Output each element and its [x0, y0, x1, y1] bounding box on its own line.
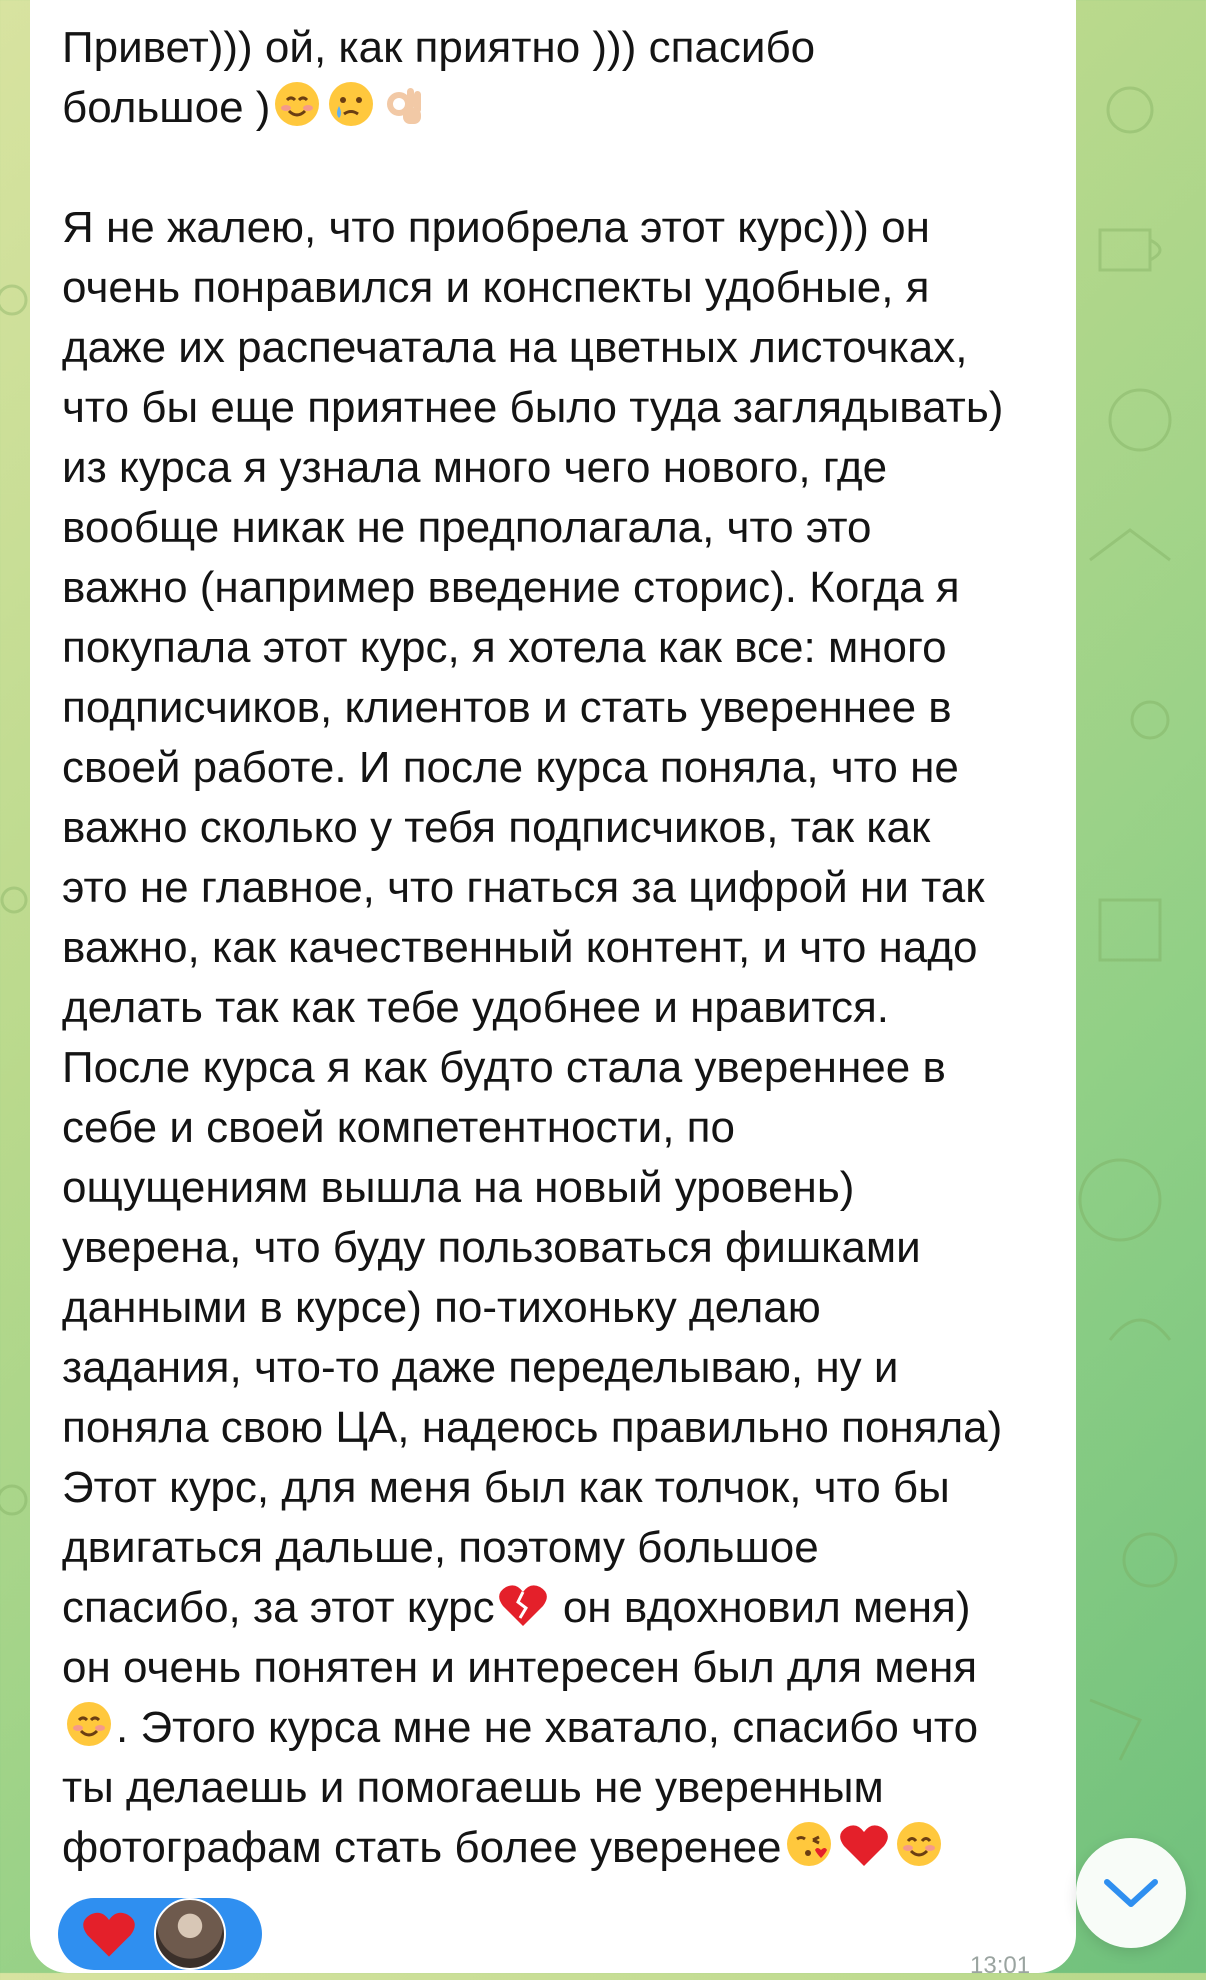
smiling-eyes-face-icon — [895, 1820, 943, 1868]
message-text — [62, 18, 1046, 1878]
message-line-last — [62, 1818, 1046, 1878]
smiling-face-icon — [273, 80, 321, 128]
message-line-smile — [62, 1698, 1046, 1758]
message-body: Я не жалею, что приобрела этот курс))) он очень понравился и конспекты удобные, я даже их распечатала на цветных листочках, что бы еще приятнее было туда заглядывать) из курса я узнала много чего нового, где вообще никак не предполагала, что это важно (например введение сторис). Когда я покупала этот курс, я хотела как все: много подписчиков, клиентов и стать увереннее в своей работе. И после курса поняла, что не важно сколько у тебя подписчиков, так как это не главное, что гнаться за цифрой ни так важно, как качественный контент, и что надо делать так как тебе удобнее и нравится. После курса я как будто стала увереннее в себе и своей компетентности, по ощущениям вышла на новый уровень) уверена, что буду пользоваться фишками данными в курсе) по-тихоньку делаю задания, что-то даже переделываю, ну и поняла свою ЦА, надеюсь правильно поняла) Этот курс, для меня был как толчок, что бы двигаться дальше, поэтому большое — [62, 203, 1004, 1572]
message-line-clear: он очень понятен и интересен был для меня — [62, 1643, 978, 1692]
inspired-text: он вдохновил меня) — [550, 1583, 971, 1632]
red-heart-icon — [839, 1822, 889, 1868]
ok-hand-icon — [381, 80, 429, 128]
chevron-down-icon — [1103, 1876, 1159, 1910]
thanks-text: большое ) — [62, 83, 271, 132]
blushing-face-icon — [65, 1700, 113, 1748]
paragraph-gap — [62, 138, 1046, 198]
message-line-help: ты делаешь и помогаешь не уверенным — [62, 1763, 884, 1812]
thanks-course-text: спасибо, за этот курс — [62, 1583, 495, 1632]
message-line-greeting: Привет))) ой, как приятно ))) спасибо — [62, 23, 816, 72]
scroll-down-button[interactable] — [1076, 1838, 1186, 1948]
sad-tear-face-icon — [327, 80, 375, 128]
broken-heart-icon — [498, 1582, 548, 1628]
message-line-heart — [62, 1578, 1046, 1638]
kissing-face-icon — [785, 1820, 833, 1868]
heart-icon — [82, 1909, 136, 1959]
message-bubble — [30, 0, 1076, 1973]
confident-text: фотографам стать более уверенее — [62, 1823, 782, 1872]
missing-course-text: . Этого курса мне не хватало, спасибо что — [116, 1703, 979, 1752]
reactor-avatar — [154, 1898, 226, 1970]
reaction-chip[interactable] — [58, 1898, 262, 1970]
message-timestamp: 13:01 — [970, 1952, 1031, 1979]
message-line-thanks — [62, 83, 432, 132]
